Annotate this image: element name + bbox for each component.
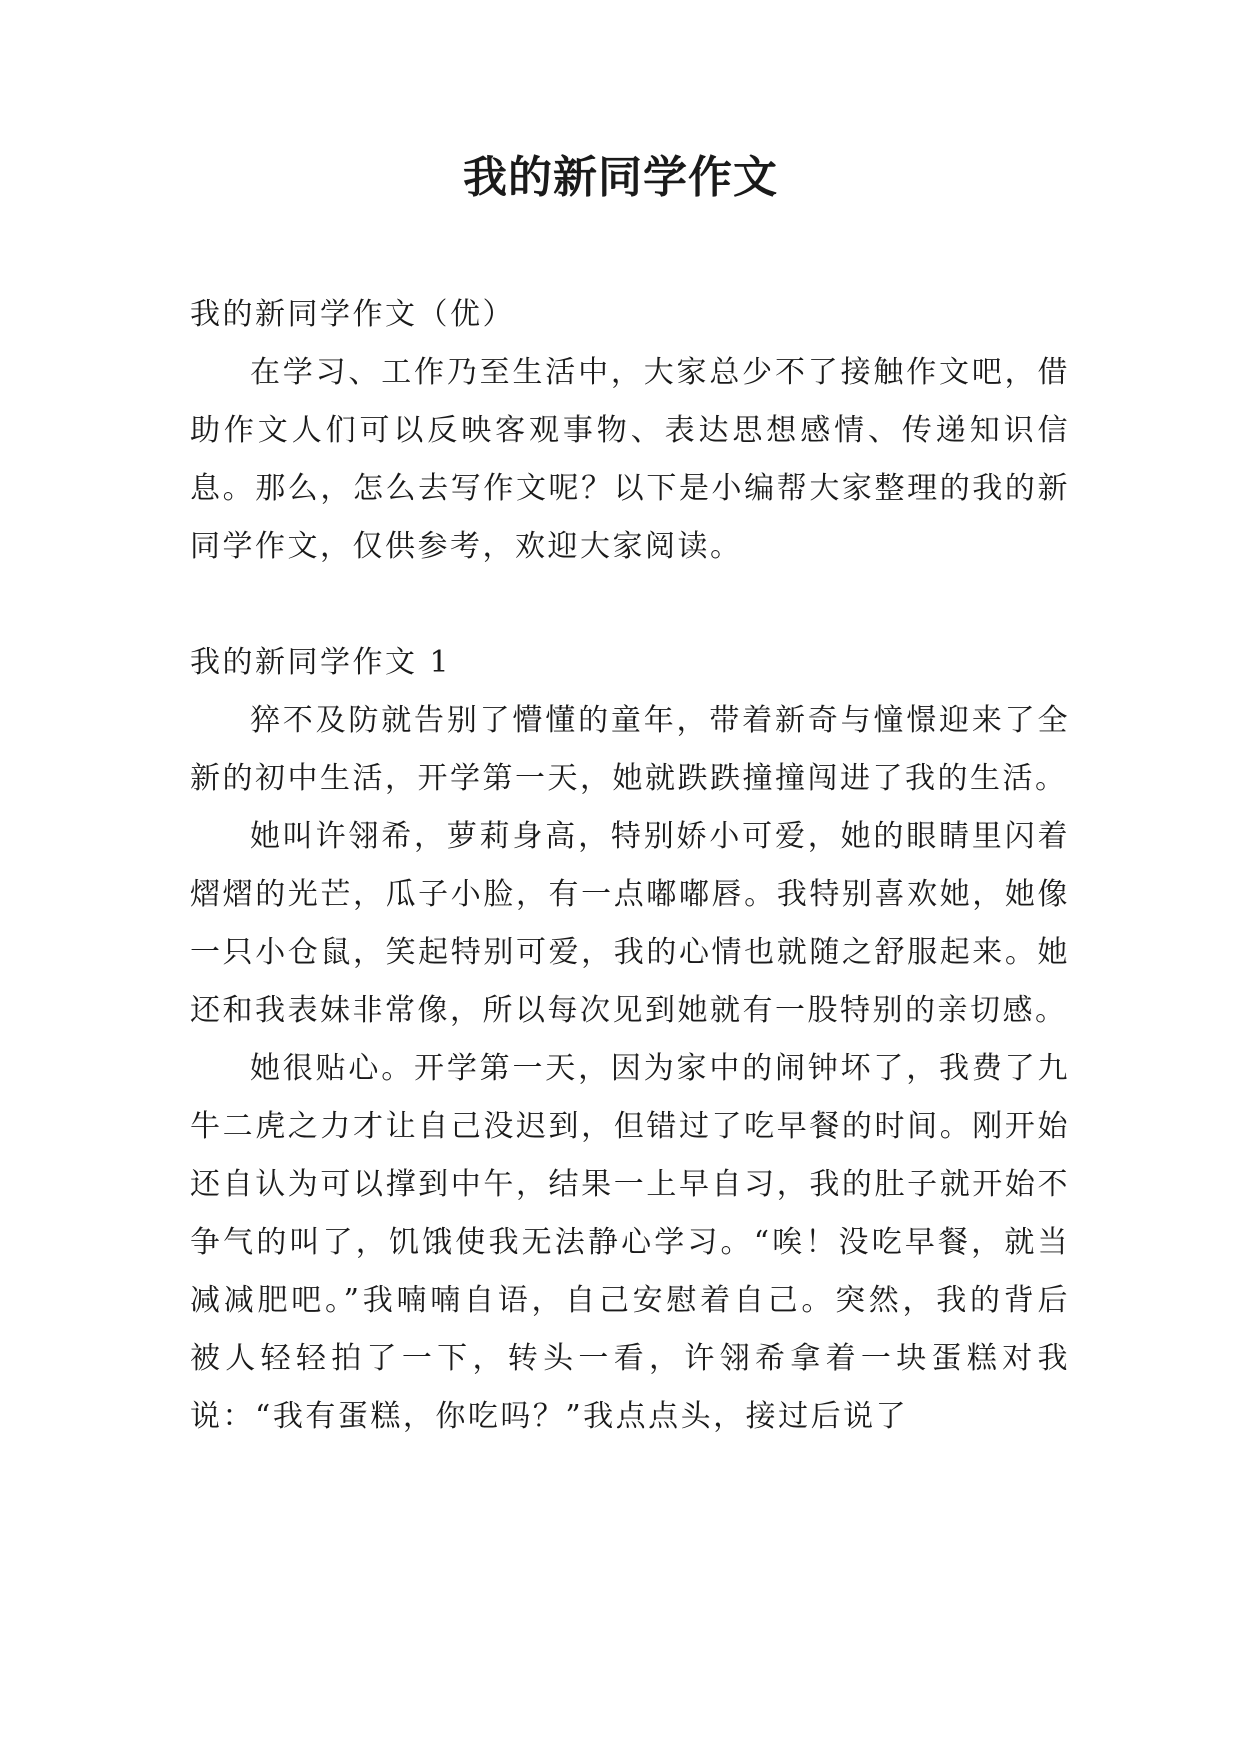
intro-paragraph: 在学习、工作乃至生活中，大家总少不了接触作文吧，借助作文人们可以反映客观事物、表达思想感情、传递知识信息。那么，怎么去写作文呢？以下是小编帮大家整理的我的新同学作文，仅供参考，欢迎大家阅读。: [190, 355, 1070, 564]
essay-paragraph-1: 猝不及防就告别了懵懂的童年，带着新奇与憧憬迎来了全新的初中生活，开学第一天，她就跌跌撞撞闯进了我的生活。: [190, 703, 1070, 796]
document-title: 我的新同学作文: [463, 152, 778, 203]
essay-paragraph-2: 她叫许翎希，萝莉身高，特别娇小可爱，她的眼睛里闪着熠熠的光芒，瓜子小脸，有一点嘟嘟唇。我特别喜欢她，她像一只小仓鼠，笑起特别可爱，我的心情也就随之舒服起来。她还和我表妹非常像，所以每次见到她就有一股特别的亲切感。: [190, 819, 1070, 1028]
section-heading-intro: 我的新同学作文（优）: [190, 297, 515, 332]
section-heading-essay-1: 我的新同学作文 1: [190, 645, 452, 680]
section-spacer: [190, 576, 1070, 634]
essay-paragraph-3: 她很贴心。开学第一天，因为家中的闹钟坏了，我费了九牛二虎之力才让自己没迟到，但错过了吃早餐的时间。刚开始还自认为可以撑到中午，结果一上早自习，我的肚子就开始不争气的叫了，饥饿使我无法静心学习。“唉！没吃早餐，就当减减肥吧。”我喃喃自语，自己安慰着自己。突然，我的背后被人轻轻拍了一下，转头一看，许翎希拿着一块蛋糕对我说：“我有蛋糕，你吃吗？”我点点头，接过后说了: [190, 1051, 1070, 1434]
document-body: [190, 286, 1070, 1446]
